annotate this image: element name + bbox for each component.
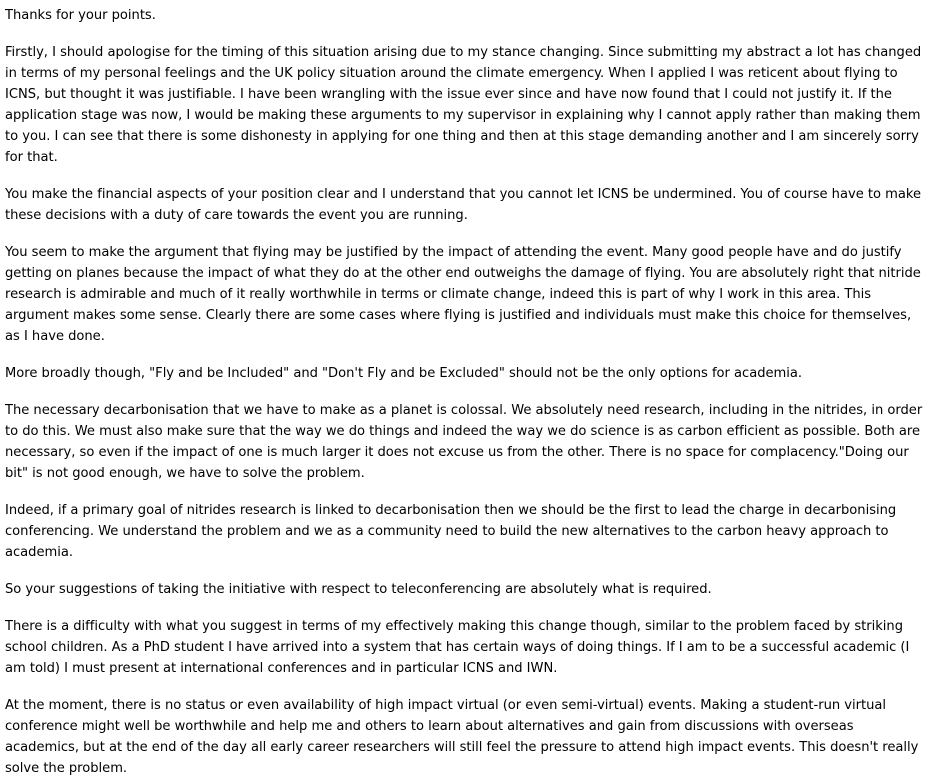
paragraph-decarbonisation: The necessary decarbonisation that we have to make as a planet is colossal. We absolutely need research, including in the nitrides, in order to do this. We must also make sure that the way we do things and indeed the way we do science is as carbon efficient as possible. Both are necessary, so even if the impact of one is much larger it does not excuse us from the other. There is no space for complacency."Doing our bit" is not good enough, we have to solve the problem. bbox=[5, 403, 923, 481]
paragraph-greeting: Thanks for your points. bbox=[5, 8, 156, 23]
paragraph-options: More broadly though, "Fly and be Included" and "Don't Fly and be Excluded" should not be the only options for academia. bbox=[5, 366, 803, 381]
paragraph-lead-charge: Indeed, if a primary goal of nitrides research is linked to decarbonisation then we should be the first to lead the charge in decarbonising conferencing. We understand the problem and we as a community need to build the new alternatives to the carbon heavy approach to academia. bbox=[5, 503, 897, 560]
paragraph-virtual-events: At the moment, there is no status or even availability of high impact virtual (or even semi-virtual) events. Making a student-run virtual conference might well be worthwhile and help me and others to learn about alternatives and gain from discussions with overseas academics, but at the end of the day all early career researchers will still feel the pressure to attend high impact events. This doesn't really solve the problem. bbox=[5, 698, 919, 776]
paragraph-teleconferencing: So your suggestions of taking the initiative with respect to teleconferencing are absolutely what is required. bbox=[5, 582, 712, 597]
paragraph-difficulty: There is a difficulty with what you suggest in terms of my effectively making this change though, similar to the problem faced by striking school children. As a PhD student I have arrived into a system that has certain ways of doing things. If I am to be a successful academic (I am told) I must present at international conferences and in particular ICNS and IWN. bbox=[5, 619, 910, 676]
paragraph-financial: You make the financial aspects of your position clear and I understand that you cannot let ICNS be undermined. You of course have to make these decisions with a duty of care towards the event you are running. bbox=[5, 187, 921, 223]
paragraph-apology: Firstly, I should apologise for the timing of this situation arising due to my stance changing. Since submitting my abstract a lot has changed in terms of my personal feelings and the UK policy situation around the climate emergency. When I applied I was reticent about flying to ICNS, but thought it was justifiable. I have been wrangling with the issue ever since and have now found that I could not justify it. If the application stage was now, I would be making these arguments to my supervisor in explaining why I cannot apply rather than making them to you. I can see that there is some dishonesty in applying for one thing and then at this stage demanding another and I am sincerely sorry for that. bbox=[5, 45, 922, 165]
paragraph-flying-justified: You seem to make the argument that flying may be justified by the impact of attending the event. Many good people have and do justify getting on planes because the impact of what they do at the other end outweighs the damage of flying. You are absolutely right that nitride research is admirable and much of it really worthwhile in terms or climate change, indeed this is part of why I work in this area. This argument makes some sense. Clearly there are some cases where flying is justified and individuals must make this choice for themselves, as I have done. bbox=[5, 245, 921, 344]
